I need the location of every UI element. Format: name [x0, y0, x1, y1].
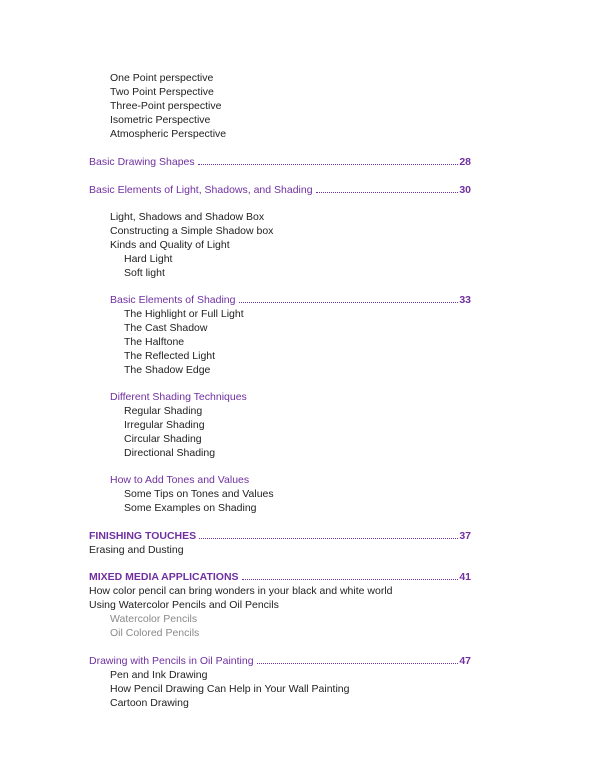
toc-item: Three-Point perspective — [110, 100, 222, 112]
toc-item: Erasing and Dusting — [89, 544, 184, 556]
toc-entry-basic-drawing-shapes[interactable] — [89, 155, 471, 169]
toc-subitem: Irregular Shading — [124, 419, 205, 431]
toc-subitem: The Cast Shadow — [124, 322, 208, 334]
toc-page-number: 30 — [459, 184, 471, 196]
leader-dots — [316, 183, 459, 193]
toc-page-number: 28 — [459, 156, 471, 168]
toc-subitem: Watercolor Pencils — [110, 613, 198, 625]
leader-dots — [199, 529, 458, 539]
toc-subitem: Some Tips on Tones and Values — [124, 488, 274, 500]
toc-entry-label: Drawing with Pencils in Oil Painting — [89, 655, 254, 667]
toc-subitem: Regular Shading — [124, 405, 203, 417]
leader-dots — [198, 155, 459, 165]
toc-item: One Point perspective — [110, 72, 214, 84]
toc-item: Two Point Perspective — [110, 86, 214, 98]
toc-item: How Pencil Drawing Can Help in Your Wall Painting — [110, 683, 350, 695]
toc-subitem: Oil Colored Pencils — [110, 627, 200, 639]
toc-subitem: The Reflected Light — [124, 350, 216, 362]
toc-item: Isometric Perspective — [110, 114, 211, 126]
toc-page-number: 47 — [459, 655, 471, 667]
toc-entry-label: Basic Drawing Shapes — [89, 156, 195, 168]
toc-section-heading[interactable]: Different Shading Techniques — [110, 391, 247, 403]
toc-page-number: 33 — [459, 294, 471, 306]
toc-item: Cartoon Drawing — [110, 697, 189, 709]
toc-item: Using Watercolor Pencils and Oil Pencils — [89, 599, 279, 611]
toc-page-number: 37 — [459, 530, 471, 542]
leader-dots — [257, 654, 459, 664]
toc-subitem: Soft light — [124, 267, 165, 279]
toc-subitem: Directional Shading — [124, 447, 216, 459]
leader-dots — [242, 570, 459, 580]
toc-item: Atmospheric Perspective — [110, 128, 227, 140]
toc-subitem: Some Examples on Shading — [124, 502, 257, 514]
toc-entry-label: Basic Elements of Shading — [110, 294, 236, 306]
leader-dots — [239, 293, 459, 303]
toc-entry-label: MIXED MEDIA APPLICATIONS — [89, 571, 239, 583]
toc-page-number: 41 — [459, 571, 471, 583]
toc-item: Constructing a Simple Shadow box — [110, 225, 274, 237]
toc-subitem: Hard Light — [124, 253, 173, 265]
toc-item: Pen and Ink Drawing — [110, 669, 208, 681]
toc-subitem: The Shadow Edge — [124, 364, 211, 376]
toc-entry-basic-elements-shading[interactable] — [110, 293, 471, 307]
toc-item: Kinds and Quality of Light — [110, 239, 230, 251]
toc-entry-label: FINISHING TOUCHES — [89, 530, 197, 542]
toc-entry-label: Basic Elements of Light, Shadows, and Shading — [89, 184, 313, 196]
toc-entry-finishing-touches[interactable] — [89, 529, 471, 543]
toc-item: How color pencil can bring wonders in your black and white world — [89, 585, 393, 597]
toc-entry-mixed-media[interactable] — [89, 570, 471, 584]
toc-entry-basic-elements-light[interactable] — [89, 183, 471, 197]
toc-section-heading[interactable]: How to Add Tones and Values — [110, 474, 250, 486]
toc-subitem: The Highlight or Full Light — [124, 308, 244, 320]
toc-subitem: The Halftone — [124, 336, 185, 348]
toc-subitem: Circular Shading — [124, 433, 202, 445]
toc-item: Light, Shadows and Shadow Box — [110, 211, 265, 223]
toc-entry-oil-painting[interactable] — [89, 654, 471, 668]
